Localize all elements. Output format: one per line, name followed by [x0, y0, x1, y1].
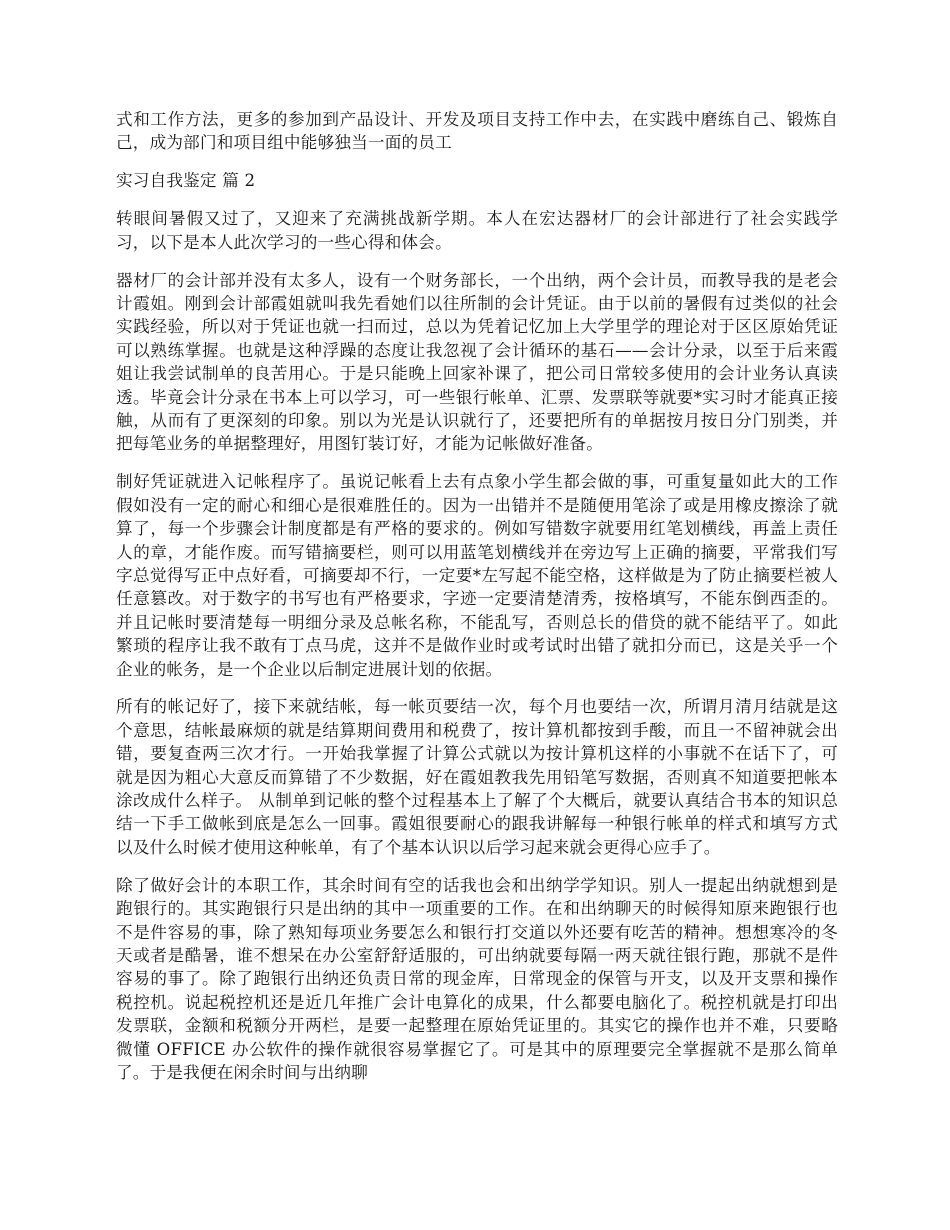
section-heading: 实习自我鉴定 篇 2: [116, 171, 256, 191]
paragraph-bookkeeping: 制好凭证就进入记帐程序了。虽说记帐看上去有点象小学生都会做的事，可重复量如此大的工作假如没有一定的耐心和细心是很难胜任的。因为一出错并不是随便用笔涂了或是用橡皮擦涂了就算了，每一个步骤会计制度都是有严格的要求的。例如写错数字就要用红笔划横线，再盖上责任人的章，才能作废。而写错摘要栏，则可以用蓝笔划横线并在旁边写上正确的摘要，平常我们写字总觉得写正中点好看，可摘要却不行，一定要*左写起不能空格，这样做是为了防止摘要栏被人任意篡改。对于数字的书写也有严格要求，字迹一定要清楚清秀，按格填写，不能东倒西歪的。并且记帐时要清楚每一明细分录及总帐名称，不能乱写，否则总长的借贷的就不能结平了。如此繁琐的程序让我不敢有丁点马虎，这并不是做作业时或考试时出错了就扣分而已，这是关乎一个企业的帐务，是一个企业以后制定进展计划的依据。: [116, 472, 838, 679]
paragraph-accounting-department: 器材厂的会计部并没有太多人，设有一个财务部长，一个出纳，两个会计员，而教导我的是老会计霞姐。刚到会计部霞姐就叫我先看她们以往所制的会计凭证。由于以前的暑假有过类似的社会实践经验，所以对于凭证也就一扫而过，总以为凭着记忆加上大学里学的理论对于区区原始凭证可以熟练掌握。也就是这种浮躁的态度让我忽视了会计循环的基石——会计分录，以至于后来霞姐让我尝试制单的良苦用心。于是只能晚上回家补课了，把公司日常较多使用的会计业务认真读透。毕竟会计分录在书本上可以学习，可一些银行帐单、汇票、发票联等就要*实习时才能真正接触，从而有了更深刻的印象。别以为光是认识就行了，还要把所有的单据按月按日分门别类，并把每笔业务的单据整理好，用图钉装订好，才能为记帐做好准备。: [116, 270, 838, 454]
paragraph-intro-continuation: 式和工作方法，更多的参加到产品设计、开发及项目支持工作中去，在实践中磨练自己、锻炼自己，成为部门和项目组中能够独当一面的员工: [116, 110, 838, 153]
paragraph-closing-accounts: 所有的帐记好了，接下来就结帐，每一帐页要结一次，每个月也要结一次，所谓月清月结就是这个意思，结帐最麻烦的就是结算期间费用和税费了，按计算机都按到手酸，而且一不留神就会出错，要复查两三次才行。一开始我掌握了计算公式就以为按计算机这样的小事就不在话下了，可就是因为粗心大意反而算错了不少数据，好在霞姐教我先用铅笔写数据，否则真不知道要把帐本涂改成什么样子。 从制单到记帐的整个过程基本上了解了个大概后，就要认真结合书本的知识总结一下手工做帐到底是怎么一回事。霞姐很要耐心的跟我讲解每一种银行帐单的样式和填写方式以及什么时候才使用这种帐单，有了个基本认识以后学习起来就会更得心应手了。: [116, 697, 838, 857]
document-page: [116, 108, 838, 1099]
paragraph-opening: 转眼间暑假又过了，又迎来了充满挑战新学期。本人在宏达器材厂的会计部进行了社会实践学习，以下是本人此次学习的一些心得和体会。: [116, 209, 838, 252]
paragraph-cashier: 除了做好会计的本职工作，其余时间有空的话我也会和出纳学学知识。别人一提起出纳就想到是跑银行的。其实跑银行只是出纳的其中一项重要的工作。在和出纳聊天的时候得知原来跑银行也不是件容易的事，除了熟知每项业务要怎么和银行打交道以外还要有吃苦的精神。想想寒冷的冬天或者是酷暑，谁不想呆在办公室舒舒适服的，可出纳就要每隔一两天就往银行跑，那就不是件容易的事了。除了跑银行出纳还负责日常的现金库，日常现金的保管与开支，以及开支票和操作税控机。说起税控机还是近几年推广会计电算化的成果，什么都要电脑化了。税控机就是打印出发票联，金额和税额分开两栏，是要一起整理在原始凭证里的。其实它的操作也并不难，只要略微懂 OFFICE 办公软件的操作就很容易掌握它了。可是其中的原理要完全掌握就不是那么简单了。于是我便在闲余时间与出纳聊: [116, 875, 838, 1083]
